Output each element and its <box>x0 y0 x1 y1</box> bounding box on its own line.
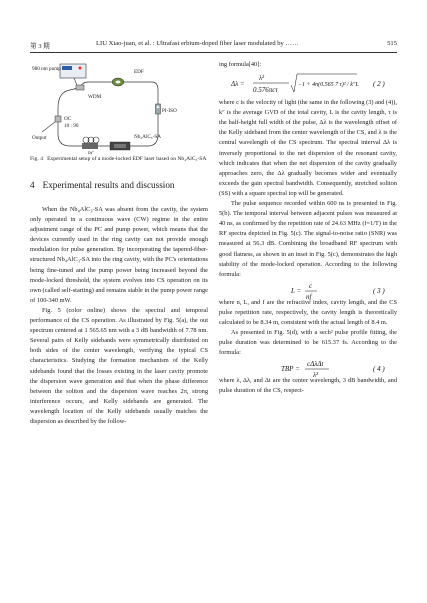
label-oc: OC <box>64 116 72 122</box>
eq3-tag: ( 3 ) <box>373 286 385 295</box>
label-pc: PC <box>88 151 95 154</box>
body-paragraph: Fig. 5 (color online) shows the spectral and temporal performance of the CS operation. As illustrated by Fig. 5(a), the out spectrum centered at 1 565.65 nm with a 3 dB bandwidth of 7.78 nm. Several pairs of Kelly sidebands were symmetrically distributed on both sides of the center wavelength, verifying the typical CS characteristics. Studying the formation mechanism of the Kelly sidebands found that the losses existing in the laser cavity promote the dispersion wave generation and that when the phase difference between the soliton and the dispersion wave reaches 2π, strong interference occurs, and Kelly sidebands are generated. The wavelength location of the Kelly sidebands usually matches the dispersion as described by the follow- <box>30 306 208 425</box>
section-heading <box>30 179 208 191</box>
setup-diagram <box>30 60 208 154</box>
section-title: Experimental results and discussion <box>42 180 175 190</box>
issue-label: 第 3 期 <box>30 43 50 50</box>
label-wdm: WDM <box>88 94 102 100</box>
label-output: Output <box>32 135 47 141</box>
body-paragraph: As presented in Fig. 5(d), with a sech² pulse profile fitting, the pulse duration was determined to be 615.37 fs. According to the formula: <box>219 329 397 357</box>
equation-4 <box>219 358 397 380</box>
body-paragraph: where c is the velocity of light (the same in the following (3) and (4)), k″ is the average GVD of the total cavity, L is the cavity length, τ is the half-height full width of the pulse, Δλ is the wavelength offset of the Kelly sideband from the center wavelength of the CS, and λ is the central wavelength of the CS spectrum. The spectral interval Δλ is inversely proportional to the net dispersion of the resonant cavity, which indicates that when the net dispersion of the cavity gradually approaches zero, the Δλ gradually becomes wider and eventually exceeds the gain spectral bandwidth. Consequently, stretched soliton (SS) with a square spectral top will be generated. <box>219 99 397 197</box>
label-sa: Nb₄AlC₃-SA <box>134 134 161 140</box>
eq2-lhs: Δλ = <box>231 80 245 89</box>
figure-number: Fig. 4 <box>30 156 44 162</box>
eq2-tag: ( 2 ) <box>373 80 385 89</box>
figure-caption <box>30 155 208 163</box>
wdm-icon <box>76 85 84 90</box>
eq4-den: λ² <box>313 371 319 380</box>
equation-2 <box>219 70 397 98</box>
setup-figure <box>30 60 208 154</box>
body-paragraph: where λ, Δλ, and Δt are the center wavelength, 3 dB bandwidth, and pulse duration of the CS, respect- <box>219 377 397 395</box>
header-rule <box>30 52 397 53</box>
saturable-absorber-icon <box>110 142 130 150</box>
running-title: LIU Xiao-juan, et al. : Ultrafast erbium-doped fiber laser modulated by …… <box>96 40 299 47</box>
left-column <box>30 60 208 427</box>
label-edf: EDF <box>134 69 144 75</box>
eq2-den: 0.576πcτ <box>253 86 278 95</box>
coupler-icon <box>55 116 61 122</box>
equation-3 <box>219 280 397 301</box>
eq2-root: −1 + 4n(0.565 7 τ)² / k″L <box>298 82 359 89</box>
label-pump: 980 nm pump <box>32 66 61 72</box>
eq3-num: c <box>309 281 313 290</box>
right-column <box>219 60 397 397</box>
eq3-den: nf <box>306 292 312 301</box>
body-paragraph: The pulse sequence recorded within 600 ns is presented in Fig. 5(b). The temporal interval between adjacent pulses was measured at 40 ns, as confirmed by the repetition rate of 24.63 MHz (f=1/T) in the RF spectra depicted in Fig. 5(c). The signal-to-noise ratio (SNR) was measured at 56.3 dB. Combining the broadband RF spectrum with good flatness, as shown in an inset in Fig. 5(c), demonstrates the high stability of the mode-locked operation. According to the following formula: <box>219 200 397 278</box>
page-number: 515 <box>387 40 397 47</box>
output-fiber <box>42 122 55 132</box>
figure-caption-text: Experimental setup of a mode-locked EDF laser based on Nb₄AlC₃-SA <box>47 156 207 162</box>
eq4-num: cΔλΔt <box>307 360 324 369</box>
body-paragraph: ing formula[40]: <box>219 61 262 68</box>
eq2-num: λ² <box>259 74 265 83</box>
label-piiso: PI-ISO <box>162 108 177 114</box>
eq3-lhs: L = <box>291 286 302 295</box>
polarization-controller-icon <box>82 137 99 149</box>
body-paragraph: where n, L, and f are the refractive index, cavity length, and the CS pulse repetition rate, respectively, the cavity length is theoretically calculated to be 8.34 m, consistent with the actual length of 8.4 m. <box>219 298 397 326</box>
edf-coil-icon <box>112 78 124 86</box>
eq4-tag: ( 4 ) <box>373 365 385 374</box>
label-oc-ratio: 10 : 90 <box>64 123 79 129</box>
eq4-lhs: TBP = <box>281 365 300 374</box>
section-number: 4 <box>30 180 35 190</box>
body-paragraph: When the Nb₄AlC₃-SA was absent from the cavity, the system only operated in a continuous wave (CW) regime in the entire adjustment range of the PC and pump power, which means that the devices currently used in the ring cavity can not provide enough modulation for pulse generation. By incorporating the tapered-fiber-structured Nb₄AlC₃-SA into the ring cavity, with the PC's orientations being fine-tuned and the pump power being increased beyond the mode-locked threshold, the system evolves into CS operation on its own (called self-starting) and remains stable in the pump power range of 100-340 mW. <box>30 206 208 304</box>
